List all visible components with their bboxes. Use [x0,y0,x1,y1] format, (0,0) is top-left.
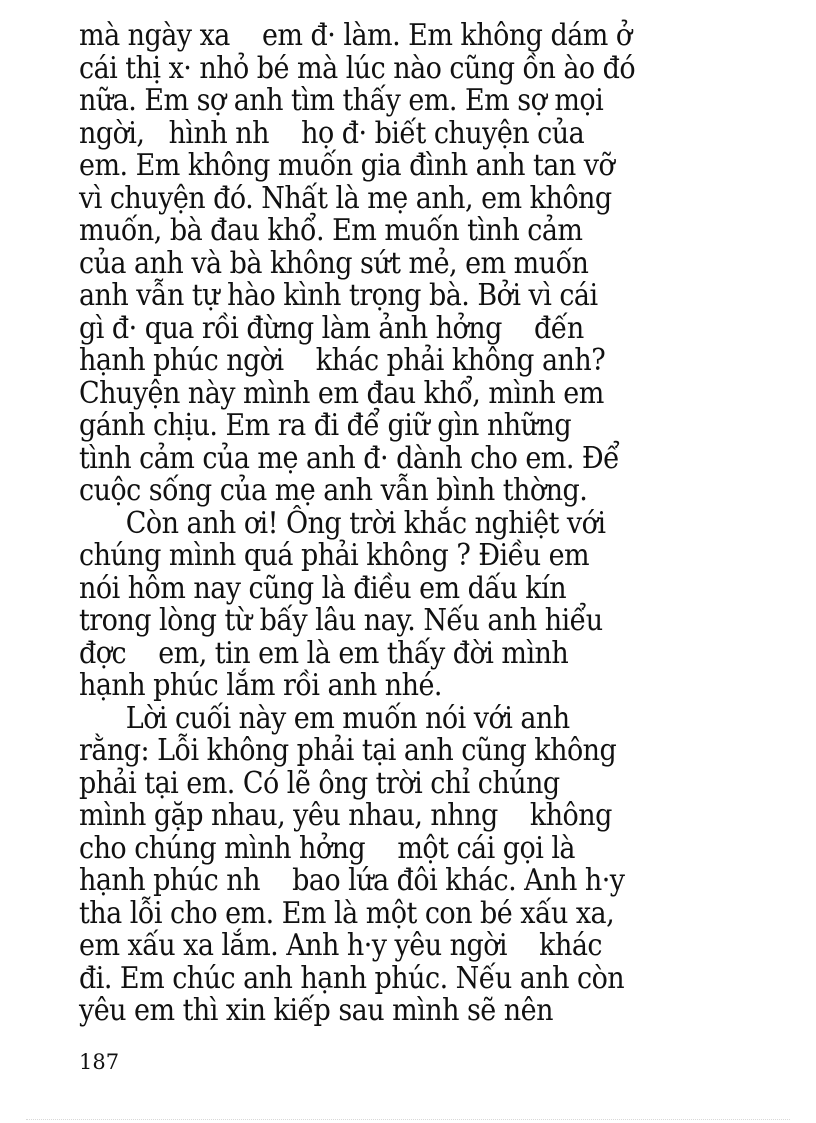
text-line: nữa. Em sợ anh tìm thấy em. Em sợ mọi [79,83,604,118]
text-line: gì đ· qua rồi đừng làm ảnh hởng đến [79,310,584,346]
text-line: cho chúng mình hởng một cái gọi là [79,830,575,866]
page-number: 187 [79,1050,120,1074]
text-line: yêu em thì xin kiếp sau mình sẽ nên [79,993,553,1028]
text-line: cuộc sống của mẹ anh vẫn bình thờng. [79,473,588,508]
text-line: nói hôm nay cũng là điều em dấu kín [79,570,567,606]
paragraph-start-line: Còn anh ơi! Ông trời khắc nghiệt với [125,505,606,541]
text-line: muốn, bà đau khổ. Em muốn tình cảm [79,213,583,248]
text-line: em. Em không muốn gia đình anh tan vỡ [79,148,615,183]
text-line: anh vẫn tự hào kình trọng bà. Bởi vì cái [79,278,598,313]
text-line: rằng: Lỗi không phải tại anh cũng không [79,733,617,768]
text-line: gánh chịu. Em ra đi để giữ gìn những [79,408,572,443]
body-text [79,20,759,1028]
text-line: mà ngày xa em đ· làm. Em không dám ở [79,18,632,53]
text-line: đi. Em chúc anh hạnh phúc. Nếu anh còn [79,960,625,996]
text-line: hạnh phúc nh bao lứa đôi khác. Anh h·y [79,863,625,898]
text-line: tình cảm của mẹ anh đ· dành cho em. Để [79,440,620,476]
text-line: cái thị x· nhỏ bé mà lúc nào cũng ồn ào đó [79,50,636,86]
text-line: của anh và bà không sứt mẻ, em muốn [79,245,589,281]
text-line: vì chuyện đó. Nhất là mẹ anh, em không [79,180,612,216]
text-line: tha lỗi cho em. Em là một con bé xấu xa, [79,895,615,931]
text-line: phải tại em. Có lẽ ông trời chỉ chúng [79,765,560,801]
text-line: hạnh phúc lắm rồi anh nhé. [79,668,442,703]
text-line: chúng mình quá phải không ? Điều em [79,538,590,573]
paragraph-start-line: Lời cuối này em muốn nói với anh [125,700,570,736]
text-line: đợc em, tin em là em thấy đời mình [79,635,569,671]
text-line: mình gặp nhau, yêu nhau, nhng không [79,798,612,833]
page-bottom-divider [26,1119,790,1120]
text-line: em xấu xa lắm. Anh h·y yêu ngời khác [79,928,602,963]
text-line: hạnh phúc ngời khác phải không anh? [79,343,606,378]
text-line: trong lòng từ bấy lâu nay. Nếu anh hiểu [79,603,603,638]
text-line: ngời, hình nh họ đ· biết chuyện của [79,115,585,151]
text-line: Chuyện này mình em đau khổ, mình em [79,375,604,411]
